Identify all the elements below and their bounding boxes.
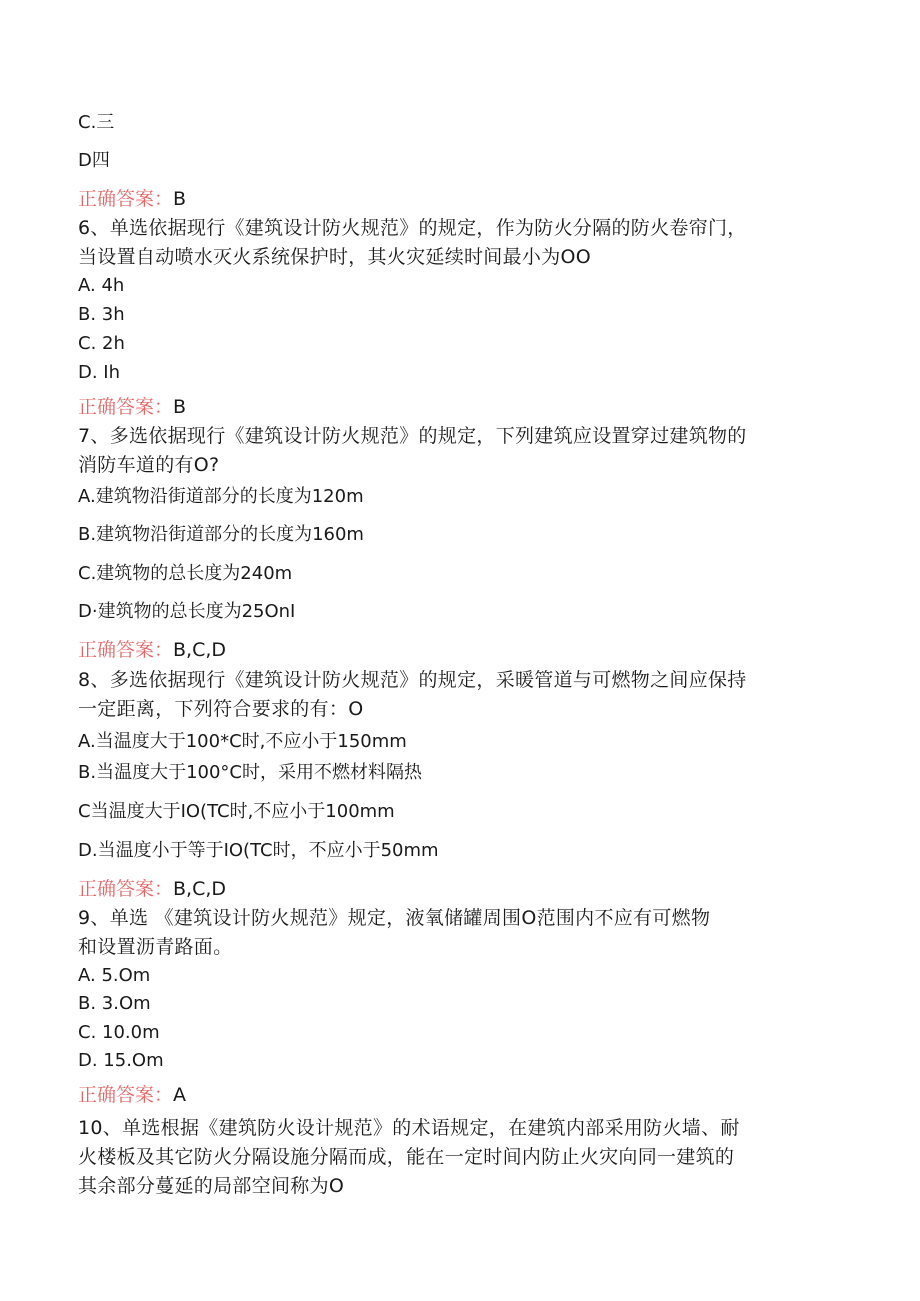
question-7-option-b: B.建筑物沿街道部分的长度为160m <box>78 524 364 545</box>
question-10-line-1: 10、单选根据《建筑防火设计规范》的术语规定，在建筑内部采用防火墙、耐 <box>78 1117 740 1139</box>
question-7-answer <box>78 637 226 663</box>
question-9-line-1: 9、单选 《建筑设计防火规范》规定，液氧储罐周围O范围内不应有可燃物 <box>78 907 711 929</box>
question-9-option-c: C. 10.0m <box>78 1022 160 1043</box>
question-7-line-1: 7、多选依据现行《建筑设计防火规范》的规定，下列建筑应设置穿过建筑物的 <box>78 425 747 447</box>
question-9-option-a: A. 5.Om <box>78 965 151 986</box>
question-7-option-d: D·建筑物的总长度为25OnI <box>78 601 296 622</box>
question-8-option-a: A.当温度大于100*C时,不应小于150mm <box>78 731 407 752</box>
question-7-option-c: C.建筑物的总长度为240m <box>78 563 293 584</box>
answer-value: B,C,D <box>173 878 227 900</box>
question-6-line-1: 6、单选依据现行《建筑设计防火规范》的规定，作为防火分隔的防火卷帘门， <box>78 217 747 239</box>
question-6-option-a: A. 4h <box>78 275 125 296</box>
answer-value: B <box>173 188 187 210</box>
answer-line <box>78 186 186 212</box>
question-6-answer <box>78 394 186 420</box>
question-6-option-c: C. 2h <box>78 333 125 354</box>
question-8-answer <box>78 876 226 902</box>
answer-label: 正确答案： <box>78 878 174 900</box>
question-8-option-b: B.当温度大于100°C时，采用不燃材料隔热 <box>78 762 422 783</box>
question-8-line-2: 一定距离，下列符合要求的有：O <box>78 698 364 720</box>
answer-label: 正确答案： <box>78 188 174 210</box>
answer-value: A <box>173 1084 187 1106</box>
question-7-line-2: 消防车道的有O? <box>78 454 220 476</box>
answer-label: 正确答案： <box>78 1084 174 1106</box>
question-9-answer <box>78 1082 186 1108</box>
question-9-option-b: B. 3.Om <box>78 993 151 1014</box>
answer-label: 正确答案： <box>78 396 174 418</box>
question-8-option-d: D.当温度小于等于IO(TC时，不应小于50mm <box>78 840 439 861</box>
answer-label: 正确答案： <box>78 639 174 661</box>
answer-value: B,C,D <box>173 639 227 661</box>
question-6-option-b: B. 3h <box>78 304 125 325</box>
question-10-line-2: 火楼板及其它防火分隔设施分隔而成，能在一定时间内防止火灾向同一建筑的 <box>78 1146 735 1168</box>
option-c: C.三 <box>78 112 115 133</box>
question-8-option-c: C当温度大于IO(TC时,不应小于100mm <box>78 801 395 822</box>
question-6-option-d: D. Ih <box>78 362 121 383</box>
question-10-line-3: 其余部分蔓延的局部空间称为O <box>78 1175 345 1197</box>
question-7-option-a: A.建筑物沿街道部分的长度为120m <box>78 486 364 507</box>
answer-value: B <box>173 396 187 418</box>
option-d: D四 <box>78 150 110 171</box>
question-9-line-2: 和设置沥青路面。 <box>78 936 233 958</box>
question-9-option-d: D. 15.Om <box>78 1050 164 1071</box>
question-8-line-1: 8、多选依据现行《建筑设计防火规范》的规定，采暖管道与可燃物之间应保持 <box>78 669 747 691</box>
question-6-line-2: 当设置自动喷水灭火系统保护时，其火灾延续时间最小为OO <box>78 246 592 268</box>
